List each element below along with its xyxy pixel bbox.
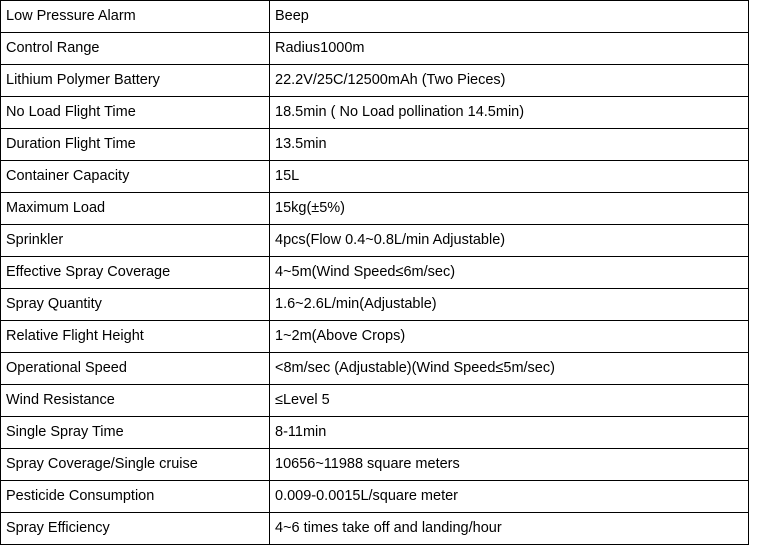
- value-cell: 4~5m(Wind Speed≤6m/sec): [270, 257, 749, 289]
- table-row: [1, 1, 749, 33]
- value-cell: 13.5min: [270, 129, 749, 161]
- value-cell: 15kg(±5%): [270, 193, 749, 225]
- table-row: [1, 321, 749, 353]
- parameter-cell: Control Range: [1, 33, 270, 65]
- value-cell: 22.2V/25C/12500mAh (Two Pieces): [270, 65, 749, 97]
- parameter-cell: Spray Quantity: [1, 289, 270, 321]
- value-cell: 15L: [270, 161, 749, 193]
- table-row: [1, 257, 749, 289]
- value-cell: 4~6 times take off and landing/hour: [270, 513, 749, 545]
- value-cell: Beep: [270, 1, 749, 33]
- table-row: [1, 353, 749, 385]
- table-row: [1, 449, 749, 481]
- table-row: [1, 385, 749, 417]
- value-cell: 8-11min: [270, 417, 749, 449]
- parameter-cell: Low Pressure Alarm: [1, 1, 270, 33]
- value-cell: 10656~11988 square meters: [270, 449, 749, 481]
- specification-table-body: [1, 1, 749, 545]
- parameter-cell: Duration Flight Time: [1, 129, 270, 161]
- value-cell: ≤Level 5: [270, 385, 749, 417]
- parameter-cell: No Load Flight Time: [1, 97, 270, 129]
- table-row: [1, 289, 749, 321]
- parameter-cell: Wind Resistance: [1, 385, 270, 417]
- value-cell: 4pcs(Flow 0.4~0.8L/min Adjustable): [270, 225, 749, 257]
- table-row: [1, 225, 749, 257]
- parameter-cell: Pesticide Consumption: [1, 481, 270, 513]
- parameter-cell: Lithium Polymer Battery: [1, 65, 270, 97]
- table-row: [1, 417, 749, 449]
- table-row: [1, 193, 749, 225]
- table-row: [1, 97, 749, 129]
- table-row: [1, 161, 749, 193]
- value-cell: Radius1000m: [270, 33, 749, 65]
- parameter-cell: Maximum Load: [1, 193, 270, 225]
- value-cell: 18.5min ( No Load pollination 14.5min): [270, 97, 749, 129]
- table-row: [1, 65, 749, 97]
- table-row: [1, 129, 749, 161]
- value-cell: 1.6~2.6L/min(Adjustable): [270, 289, 749, 321]
- parameter-cell: Spray Efficiency: [1, 513, 270, 545]
- parameter-cell: Single Spray Time: [1, 417, 270, 449]
- table-row: [1, 513, 749, 545]
- value-cell: 0.009-0.0015L/square meter: [270, 481, 749, 513]
- parameter-cell: Operational Speed: [1, 353, 270, 385]
- value-cell: 1~2m(Above Crops): [270, 321, 749, 353]
- parameter-cell: Container Capacity: [1, 161, 270, 193]
- parameter-cell: Effective Spray Coverage: [1, 257, 270, 289]
- table-row: [1, 33, 749, 65]
- parameter-cell: Relative Flight Height: [1, 321, 270, 353]
- parameter-cell: Spray Coverage/Single cruise: [1, 449, 270, 481]
- table-row: [1, 481, 749, 513]
- value-cell: <8m/sec (Adjustable)(Wind Speed≤5m/sec): [270, 353, 749, 385]
- parameter-cell: Sprinkler: [1, 225, 270, 257]
